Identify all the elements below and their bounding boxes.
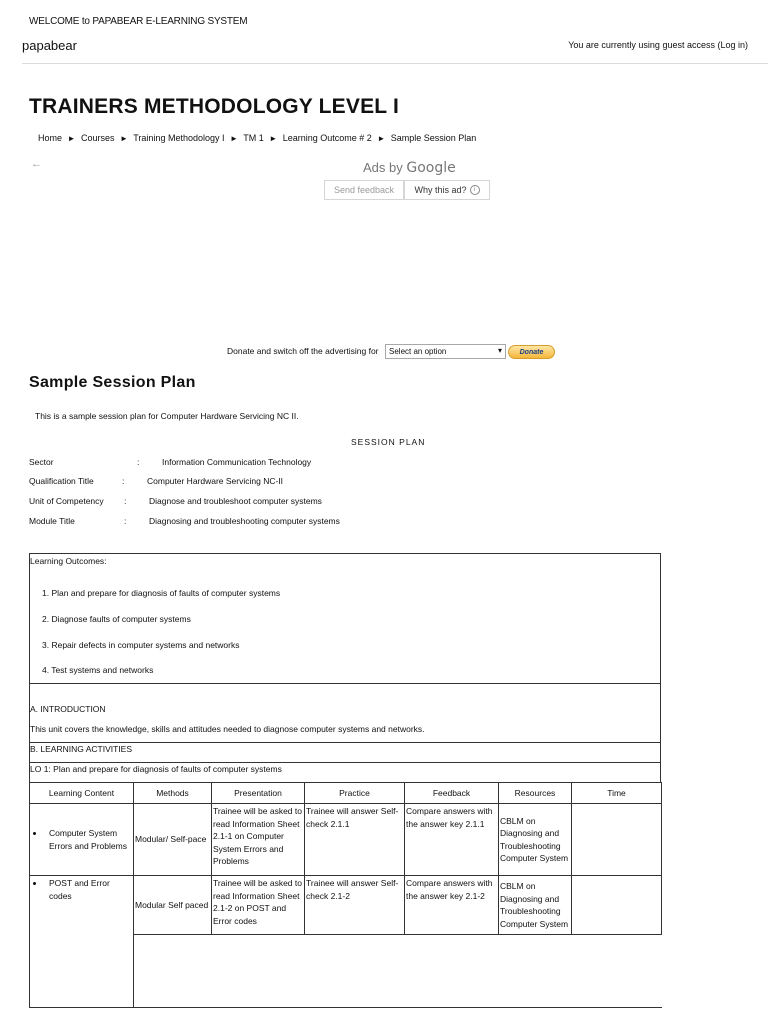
cell-time	[572, 876, 662, 935]
ad-back-arrow-icon[interactable]: ←	[31, 158, 42, 170]
breadcrumb	[38, 133, 476, 143]
field-label-qualification: Qualification Title	[29, 476, 94, 486]
col-header-presentation: Presentation	[212, 783, 305, 804]
field-label-module: Module Title	[29, 516, 75, 526]
field-value-module: Diagnosing and troubleshooting computer systems	[149, 516, 340, 526]
breadcrumb-separator-icon: ►	[269, 134, 278, 143]
field-value-sector: Information Communication Technology	[162, 457, 312, 467]
breadcrumb-separator-icon: ►	[120, 134, 128, 143]
learning-activities-table	[29, 782, 662, 1008]
cell-presentation: Trainee will be asked to read Information Sheet 2.1-2 on POST and Error codes	[212, 876, 305, 935]
learning-outcome-item: 3. Repair defects in computer systems and networks	[42, 640, 240, 650]
ad-send-feedback-button[interactable]: Send feedback	[324, 180, 404, 200]
breadcrumb-course[interactable]: Training Methodology I	[133, 133, 225, 143]
field-colon: :	[124, 496, 127, 506]
cell-empty	[134, 935, 662, 1008]
donate-label: Donate and switch off the advertising for	[227, 346, 379, 356]
breadcrumb-separator-icon: ►	[377, 134, 386, 143]
learning-outcome-item: 4. Test systems and networks	[42, 665, 154, 675]
donate-button[interactable]: Donate	[508, 345, 555, 359]
field-value-unit: Diagnose and troubleshoot computer systems	[149, 496, 322, 506]
cell-content	[30, 804, 134, 876]
ads-by-text: Ads by	[363, 160, 403, 175]
introduction-box	[29, 683, 661, 743]
breadcrumb-home[interactable]: Home	[38, 133, 63, 143]
introduction-text: This unit covers the knowledge, skills and attitudes needed to diagnose computer systems and networks.	[30, 724, 425, 734]
cell-presentation: Trainee will be asked to read Information Sheet 2.1-1 on Computer System Errors and Problems	[212, 804, 305, 876]
cell-resources: CBLM on Diagnosing and Troubleshooting Computer System	[499, 876, 572, 935]
content-item: • POST and Error codes	[45, 877, 132, 902]
learning-activities-heading: B. LEARNING ACTIVITIES	[30, 744, 133, 754]
learning-outcome-item: 2. Diagnose faults of computer systems	[42, 614, 191, 624]
why-this-ad-label: Why this ad?	[414, 185, 467, 195]
learning-outcomes-heading: Learning Outcomes:	[30, 556, 107, 566]
col-header-feedback: Feedback	[405, 783, 499, 804]
google-logo: Google	[406, 160, 456, 176]
cell-time	[572, 804, 662, 876]
table-header-row	[30, 783, 662, 804]
col-header-practice: Practice	[305, 783, 405, 804]
introduction-heading: A. INTRODUCTION	[30, 704, 106, 714]
page-intro: This is a sample session plan for Computer Hardware Servicing NC II.	[35, 411, 299, 421]
field-value-qualification: Computer Hardware Servicing NC-II	[147, 476, 284, 486]
content-item: • Computer System Errors and Problems	[45, 827, 132, 852]
breadcrumb-topic[interactable]: Learning Outcome # 2	[282, 133, 372, 143]
table-row	[30, 876, 662, 935]
info-icon: i	[470, 185, 480, 195]
col-header-learning-content: Learning Content	[30, 783, 134, 804]
ad-why-this-ad-button[interactable]	[404, 180, 490, 200]
field-label-sector: Sector	[29, 457, 54, 467]
page-title: Sample Session Plan	[29, 374, 196, 391]
cell-feedback: Compare answers with the answer key 2.1-2	[405, 876, 499, 935]
header-divider	[22, 63, 768, 64]
ads-by-google-label	[363, 160, 456, 176]
table-row	[30, 804, 662, 876]
field-colon: :	[137, 457, 140, 467]
session-plan-heading: SESSION PLAN	[351, 437, 426, 447]
site-brand-link[interactable]: papabear	[22, 38, 77, 53]
field-colon: :	[122, 476, 125, 486]
cell-feedback: Compare answers with the answer key 2.1.1	[405, 804, 499, 876]
breadcrumb-separator-icon: ►	[230, 134, 238, 143]
lo1-heading: LO 1: Plan and prepare for diagnosis of faults of computer systems	[30, 764, 282, 774]
donate-select-value: Select an option	[389, 347, 447, 356]
col-header-methods: Methods	[134, 783, 212, 804]
cell-resources: CBLM on Diagnosing and Troubleshooting Computer System	[499, 804, 572, 876]
welcome-banner: WELCOME to PAPABEAR E-LEARNING SYSTEM	[29, 16, 248, 27]
guest-access-login-link[interactable]: You are currently using guest access (Log in)	[568, 40, 748, 50]
field-colon: :	[124, 516, 127, 526]
cell-practice: Trainee will answer Self-check 2.1.1	[305, 804, 405, 876]
course-title: TRAINERS METHODOLOGY LEVEL I	[29, 95, 400, 118]
field-label-unit: Unit of Competency	[29, 496, 104, 506]
breadcrumb-current[interactable]: Sample Session Plan	[390, 133, 477, 143]
cell-method: Modular Self paced	[134, 876, 212, 935]
cell-practice: Trainee will answer Self-check 2.1-2	[305, 876, 405, 935]
col-header-resources: Resources	[499, 783, 572, 804]
chevron-down-icon: ▾	[497, 346, 502, 355]
col-header-time: Time	[572, 783, 662, 804]
donate-option-select[interactable]	[385, 344, 506, 359]
learning-outcome-item: 1. Plan and prepare for diagnosis of faults of computer systems	[42, 588, 281, 598]
cell-method: Modular/ Self-pace	[134, 804, 212, 876]
breadcrumb-section[interactable]: TM 1	[243, 133, 264, 143]
breadcrumb-separator-icon: ►	[67, 134, 76, 143]
breadcrumb-courses[interactable]: Courses	[80, 133, 115, 143]
cell-content	[30, 876, 134, 1008]
